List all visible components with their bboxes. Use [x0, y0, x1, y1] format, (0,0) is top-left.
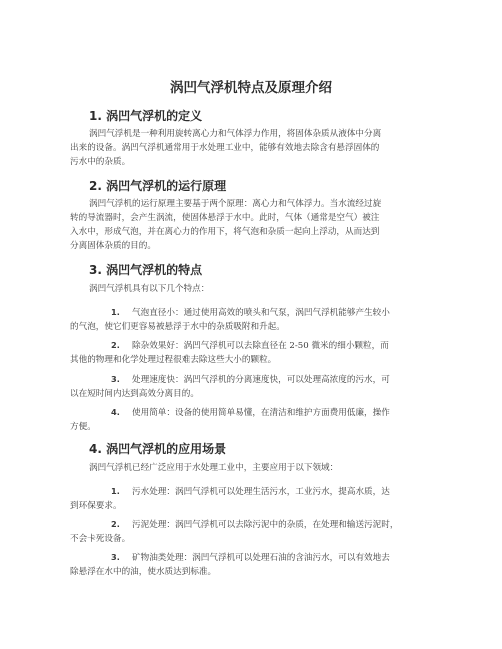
section-intro-applications: [89, 461, 429, 475]
list-item-first-line: [89, 550, 434, 565]
list-item-text: 污水处理：涡凹气浮机可以处理生活污水，工业污水，提高水质，达: [132, 487, 390, 497]
list-item-second-line: 的气泡，使它们更容易被悬浮于水中的杂质吸附和升起。: [70, 322, 285, 332]
list-item-text: 气泡直径小：通过使用高效的喷头和气泵，涡凹气浮机能够产生较小: [132, 308, 390, 318]
list-item-text: 污泥处理：涡凹气浮机可以去除污泥中的杂质，在处理和输送污泥时，: [132, 520, 399, 530]
list-item-first-line: [89, 405, 434, 420]
list-item: [70, 305, 434, 334]
paragraph-line: 涡凹气浮机是一种利用旋转离心力和气体浮力作用，将固体杂质从液体中分离: [89, 129, 382, 139]
list-item-text: 使用简单：设备的使用简单易懂，在清洁和维护方面费用低廉，操作: [132, 408, 390, 418]
list-item-second-line: 其他的物理和化学处理过程很难去除这些大小的颗粒。: [70, 355, 277, 365]
list-item-text: 矿物油类处理：涡凹气浮机可以处理石油的含油污水，可以有效地去: [132, 553, 390, 563]
list-item-number: 2.: [111, 519, 120, 529]
list-item-number: 2.: [111, 340, 120, 350]
page-title: 涡凹气浮机特点及原理介绍: [170, 80, 332, 96]
list-item-text: 除杂效果好：涡凹气浮机可以去除直径在 2-50 微米的细小颗粒，而: [132, 341, 389, 351]
paragraph-line: 污水中的杂质。: [70, 157, 131, 167]
list-item-first-line: [89, 372, 434, 387]
list-item: [70, 338, 434, 367]
list-item-number: 4.: [111, 407, 120, 417]
list-item-second-line: 以在短时间内达到高效分离目的。: [70, 389, 199, 399]
section-heading-definition: 1. 涡凹气浮机的定义: [89, 109, 203, 123]
paragraph-line: 出来的设备。涡凹气浮机通常用于水处理工业中，能够有效地去除含有悬浮固体的: [70, 143, 380, 153]
list-item-second-line: 到环保要求。: [70, 501, 122, 511]
list-item-first-line: [89, 338, 434, 353]
list-item-number: 3.: [111, 552, 120, 562]
paragraph-line: 分离固体杂质的目的。: [70, 241, 156, 251]
list-item-number: 1.: [111, 307, 120, 317]
list-item-number: 1.: [111, 486, 120, 496]
list-item-number: 3.: [111, 374, 120, 384]
list-item-first-line: [89, 517, 434, 532]
section-intro-features: [89, 282, 429, 296]
paragraph-line: 入水中，形成气泡，并在离心力的作用下，将气泡和杂质一起向上浮动，从而达到: [70, 227, 380, 237]
list-item-second-line: 不会卡死设备。: [70, 534, 131, 544]
list-item: [70, 405, 434, 434]
list-item: [70, 372, 434, 401]
list-item: [70, 517, 434, 546]
list-item: [70, 484, 434, 513]
paragraph-line: 涡凹气浮机的运行原理主要基于两个原理：离心力和气体浮力。当水流经过旋: [89, 199, 382, 209]
list-item-second-line: 除悬浮在水中的油，使水质达到标准。: [70, 567, 217, 577]
paragraph-line: 涡凹气浮机已经广泛应用于水处理工业中，主要应用于以下领域：: [89, 463, 339, 473]
section-paragraph-definition: [70, 127, 429, 169]
section-paragraph-principle: [70, 197, 429, 253]
list-item-text: 处理速度快：涡凹气浮机的分离速度快，可以处理高浓度的污水，可: [132, 375, 390, 385]
section-heading-applications: 4. 涡凹气浮机的应用场景: [89, 442, 227, 456]
section-heading-features: 3. 涡凹气浮机的特点: [89, 263, 203, 277]
list-item-first-line: [89, 484, 434, 499]
list-item-second-line: 方便。: [70, 422, 96, 432]
section-heading-principle: 2. 涡凹气浮机的运行原理: [89, 179, 227, 193]
paragraph-line: 涡凹气浮机具有以下几个特点：: [89, 284, 210, 294]
list-item-first-line: [89, 305, 434, 320]
paragraph-line: 转的导流器时，会产生涡流，使固体悬浮于水中。此时，气体（通常是空气）被注: [70, 213, 380, 223]
list-item: [70, 550, 434, 579]
